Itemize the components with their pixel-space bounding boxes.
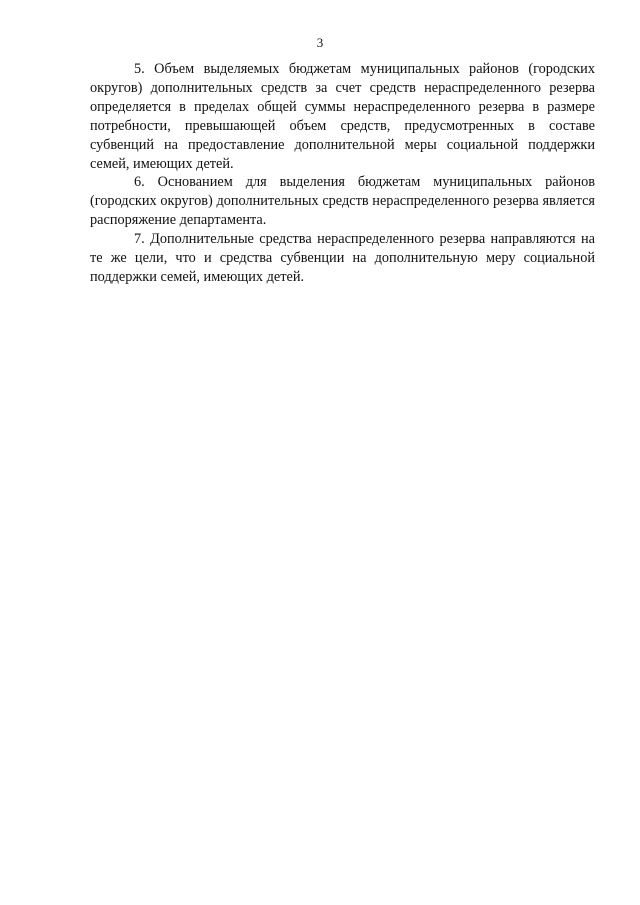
paragraph-6: 6. Основанием для выделения бюджетам муниципальных районов (городских округов) дополнительных средств нераспределенного резерва является распоряжение департамента.	[90, 174, 595, 229]
page-number: 3	[316, 35, 324, 50]
paragraph-7: 7. Дополнительные средства нераспределенного резерва направляются на те же цели, что и средства субвенции на дополнительную меру социальной поддержки семей, имеющих детей.	[90, 231, 595, 285]
document-body	[90, 60, 595, 287]
paragraph-5: 5. Объем выделяемых бюджетам муниципальных районов (городских округов) дополнительных средств за счет средств нераспределенного резерва определяется в пределах общей суммы нераспределенного резерва в размере потребности, превышающей объем средств, предусмотренных в составе субвенций на предоставление дополнительной меры социальной поддержки семей, имеющих детей.	[90, 61, 595, 172]
